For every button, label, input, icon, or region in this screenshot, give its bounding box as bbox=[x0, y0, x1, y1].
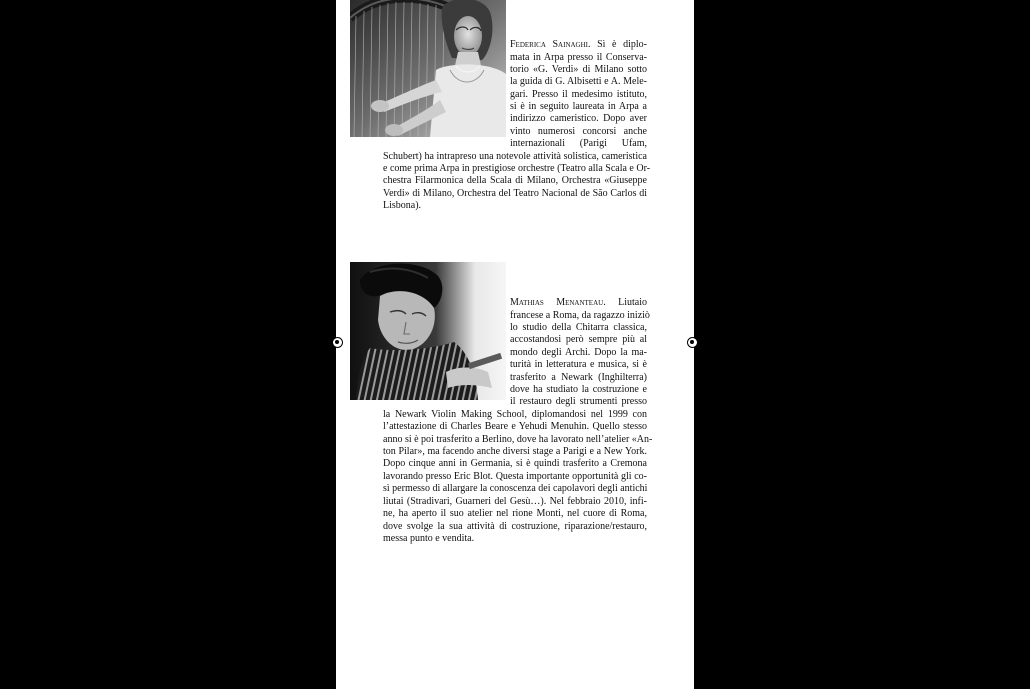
bio1-line-8: vinto numerosi concorsi anche bbox=[510, 126, 647, 137]
bio2-line-18: ne, ha aperto il suo atelier nel rione Monti, nel cuore di Roma, bbox=[383, 508, 647, 519]
bio2-line-17: liutai (Stradivari, Guarneri del Gesù…). Nel febbraio 2010, infi- bbox=[383, 496, 647, 507]
bio2-line-10: la Newark Violin Making School, diplomandosi nel 1999 con bbox=[383, 409, 647, 420]
bio1-line-6: si è in seguito laureata in Arpa a bbox=[510, 101, 647, 112]
luthier-photo bbox=[350, 262, 506, 400]
bio1-line-2: mata in Arpa presso il Conserva- bbox=[510, 52, 647, 63]
bio1-line-3: torio «G. Verdi» di Milano sotto bbox=[510, 64, 647, 75]
bio2-line-13: ton Pilar», ma facendo anche diversi stage a Parigi e a New York. bbox=[383, 446, 647, 457]
bio2-line-14: Dopo cinque anni in Germania, si è quindi trasferito a Cremona bbox=[383, 458, 647, 469]
bio1-line-4: la guida di G. Albisetti e A. Mele- bbox=[510, 76, 647, 87]
bio1-line-13: Verdi» di Milano, Orchestra del Teatro Nacional de São Carlos di bbox=[383, 188, 647, 199]
bio1-line-1: Federica Sainaghi. Sì è diplo- bbox=[510, 39, 647, 50]
bio2-line-1: Mathias Menanteau. Liutaio bbox=[510, 297, 647, 308]
page-resize-handle-left[interactable] bbox=[332, 337, 343, 348]
bio1-line-7: indirizzo cameristico. Dopo aver bbox=[510, 113, 647, 124]
bio1-line-12: chestra Filarmonica della Scala di Milano, Orchestra «Giuseppe bbox=[383, 175, 647, 186]
bio2-name: Mathias Menanteau. bbox=[510, 297, 606, 308]
bio1-line-11: e come prima Arpa in prestigiose orchestre (Teatro alla Scala e Or- bbox=[383, 163, 651, 174]
bio2-line-5: mondo degli Archi. Dopo la ma- bbox=[510, 347, 647, 358]
bio1-name: Federica Sainaghi. bbox=[510, 39, 591, 50]
bio2-line-8: dove ha studiato la costruzione e bbox=[510, 384, 647, 395]
bio2-line-6: turità in letteratura e musica, si è bbox=[510, 359, 647, 370]
bio2-line-4: accostandosi però sempre più al bbox=[510, 334, 647, 345]
bio1-line-5: gari. Presso il medesimo istituto, bbox=[510, 89, 647, 100]
bio1-line-9: internazionali (Parigi Ufam, bbox=[510, 138, 647, 149]
harpist-photo bbox=[350, 0, 506, 137]
page-resize-handle-right[interactable] bbox=[687, 337, 698, 348]
bio1-line-14: Lisbona). bbox=[383, 200, 422, 211]
bio2-line-12: anno si è poi trasferito a Berlino, dove ha lavorato nell’atelier «An- bbox=[383, 434, 653, 445]
bio2-line-20: messa punto e vendita. bbox=[383, 533, 475, 544]
bio1-line-10: Schubert) ha intrapreso una notevole attività solistica, cameristica bbox=[383, 151, 647, 162]
bio2-line-19: dove svolge la sua attività di costruzione, riparazione/restauro, bbox=[383, 521, 647, 532]
bio2-line-3: lo studio della Chitarra classica, bbox=[510, 322, 647, 333]
bio2-line-11: l’attestazione di Charles Beare e Yehudi Menuhin. Quello stesso bbox=[383, 421, 647, 432]
bio2-line-2: francese a Roma, da ragazzo iniziò bbox=[510, 310, 650, 321]
bio2-line-7: trasferito a Newark (Inghilterra) bbox=[510, 372, 647, 383]
bio2-line-9: il restauro degli strumenti presso bbox=[510, 396, 647, 407]
bio2-line-15: lavorando presso Eric Blot. Questa importante opportunità gli co- bbox=[383, 471, 647, 482]
bio2-line-16: sì permesso di allargare la conoscenza dei capolavori degli antichi bbox=[383, 483, 648, 494]
